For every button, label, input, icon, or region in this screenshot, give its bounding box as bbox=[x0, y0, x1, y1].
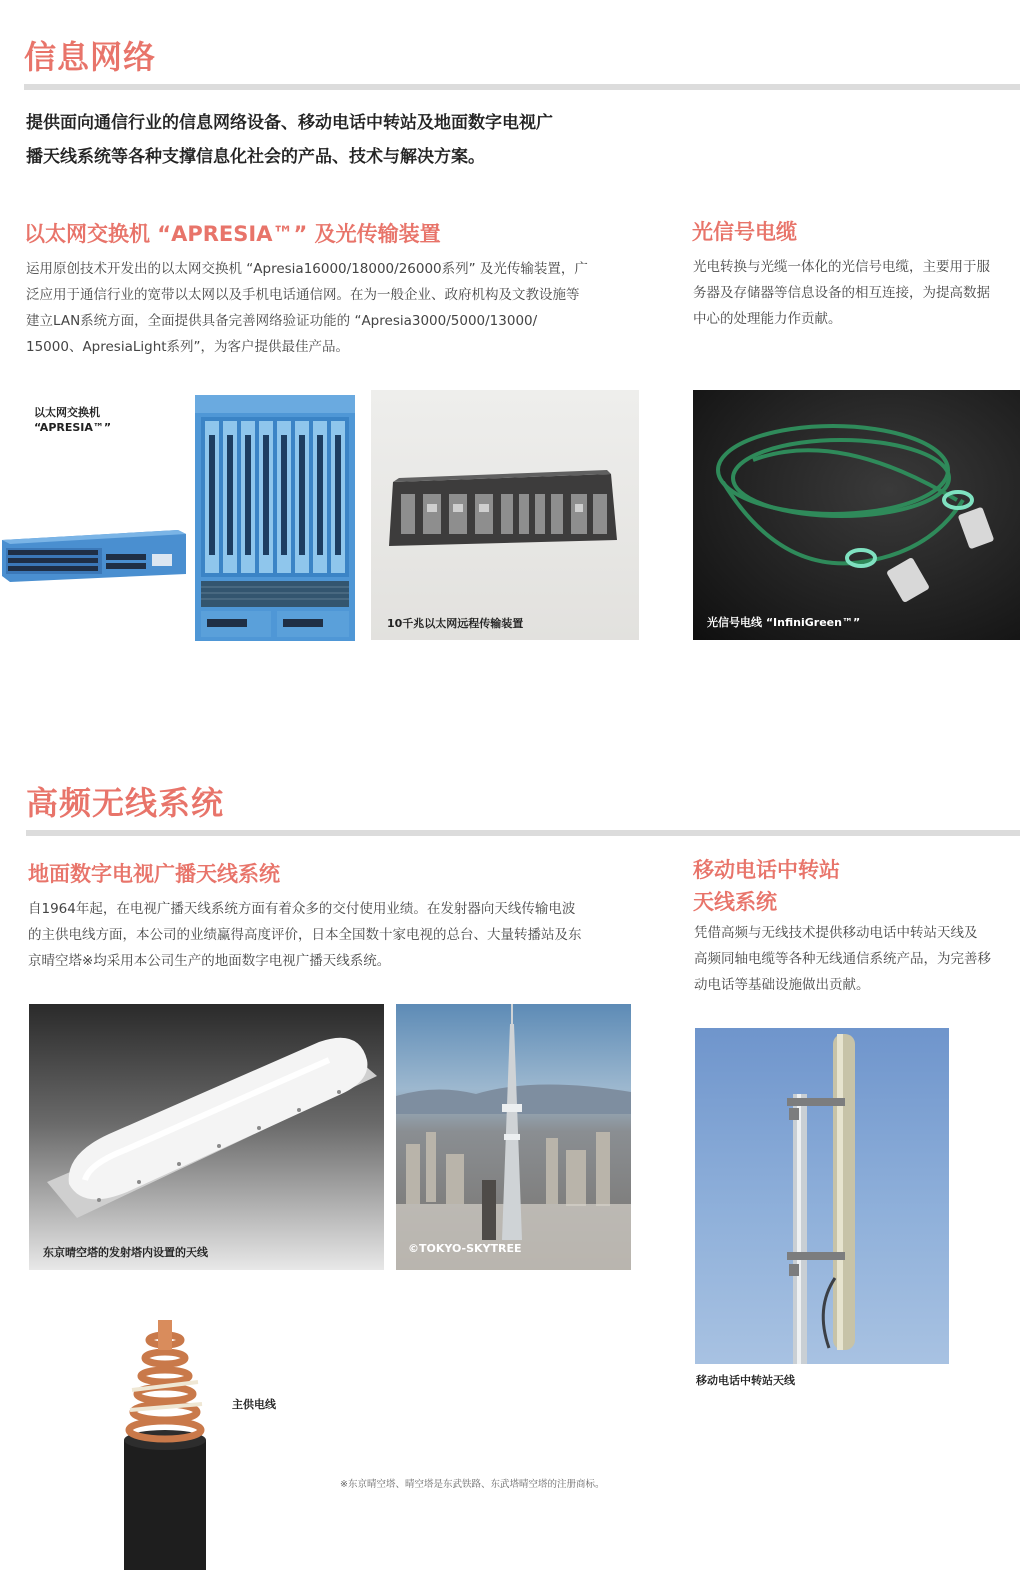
main-feeder-caption: 主供电线 bbox=[232, 1398, 276, 1411]
ethernet-switch-chassis-image bbox=[195, 395, 355, 641]
text-line: 高频同轴电缆等各种无线通信系统产品，为完善移 bbox=[694, 951, 991, 967]
text-line: 光电转换与光缆一体化的光信号电缆，主要用于服 bbox=[693, 259, 990, 275]
transport-caption: 10千兆以太网远程传输装置 bbox=[387, 617, 524, 630]
text-line: 务器及存储器等信息设备的相互连接，为提高数据 bbox=[693, 285, 990, 301]
broadcast-antenna-caption: 东京晴空塔的发射塔内设置的天线 bbox=[43, 1246, 208, 1259]
broadcast-antenna-image bbox=[29, 1004, 384, 1270]
caption-line: 以太网交换机 bbox=[34, 406, 100, 419]
text-line: 动电话等基础设施做出贡献。 bbox=[694, 977, 870, 993]
digital-tv-title: 地面数字电视广播天线系统 bbox=[28, 862, 280, 886]
skytree-copyright: ©TOKYO-SKYTREE bbox=[408, 1242, 522, 1255]
trademark-footnote: ※东京晴空塔、晴空塔是东武铁路、东武塔晴空塔的注册商标。 bbox=[340, 1479, 605, 1490]
switch-caption bbox=[34, 405, 111, 435]
ethernet-title: 以太网交换机 “APRESIA™” 及光传输装置 bbox=[24, 222, 441, 246]
caption-line: “APRESIA™” bbox=[34, 421, 112, 434]
text-line: 15000、ApresiaLight系列”，为客户提供最佳产品。 bbox=[26, 339, 350, 355]
optical-cable-image bbox=[693, 390, 1020, 640]
optical-cable-title: 光信号电缆 bbox=[692, 220, 797, 244]
section-divider bbox=[24, 84, 1020, 90]
text-line: 泛应用于通信行业的宽带以太网以及手机电话通信网。在为一般企业、政府机构及文教设施等 bbox=[26, 287, 580, 303]
tokyo-skytree-image bbox=[396, 1004, 631, 1270]
text-line: 自1964年起，在电视广播天线系统方面有着众多的交付使用业绩。在发射器向天线传输电波 bbox=[28, 901, 576, 917]
optical-cable-caption: 光信号电线 “InfiniGreen™” bbox=[707, 616, 861, 629]
mobile-antenna-description bbox=[694, 920, 1024, 998]
title-line: 移动电话中转站 bbox=[693, 858, 840, 882]
section-title-rf-wireless: 高频无线系统 bbox=[26, 784, 225, 822]
section-title-info-network: 信息网络 bbox=[24, 38, 157, 76]
text-line: 中心的处理能力作贡献。 bbox=[693, 311, 842, 327]
optical-cable-description bbox=[693, 254, 1023, 332]
intro-line: 提供面向通信行业的信息网络设备、移动电话中转站及地面数字电视广 bbox=[26, 113, 553, 133]
section-intro bbox=[26, 106, 553, 174]
intro-line: 播天线系统等各种支撑信息化社会的产品、技术与解决方案。 bbox=[26, 147, 485, 167]
text-line: 的主供电线方面，本公司的业绩赢得高度评价，日本全国数十家电视的总台、大量转播站及东 bbox=[28, 927, 582, 943]
text-line: 京晴空塔※均采用本公司生产的地面数字电视广播天线系统。 bbox=[28, 953, 391, 969]
digital-tv-description bbox=[28, 896, 648, 974]
mobile-antenna-caption: 移动电话中转站天线 bbox=[696, 1374, 795, 1387]
mobile-antenna-title bbox=[693, 854, 840, 918]
optical-transport-image bbox=[371, 390, 639, 640]
text-line: 建立LAN系统方面，全面提供具备完善网络验证功能的 “Apresia3000/5000/13000/ bbox=[26, 313, 538, 329]
mobile-antenna-image bbox=[695, 1028, 949, 1364]
text-line: 运用原创技术开发出的以太网交换机 “Apresia16000/18000/26000系列” 及光传输装置，广 bbox=[26, 261, 588, 277]
ethernet-switch-1u-image bbox=[2, 530, 186, 582]
main-feeder-cable-image bbox=[110, 1320, 220, 1570]
title-line: 天线系统 bbox=[693, 890, 777, 914]
text-line: 凭借高频与无线技术提供移动电话中转站天线及 bbox=[694, 925, 978, 941]
ethernet-description bbox=[26, 256, 646, 360]
section-divider bbox=[26, 830, 1020, 836]
